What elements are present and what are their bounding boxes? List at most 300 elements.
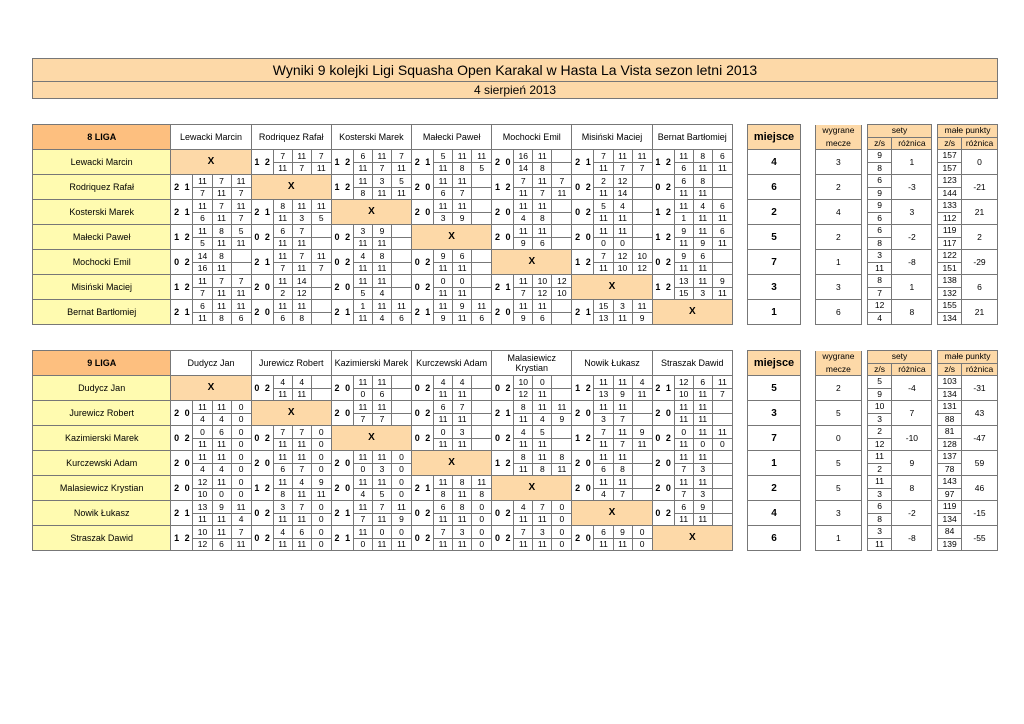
game-score-opponent: 11 xyxy=(514,513,533,526)
game-score-opponent: 11 xyxy=(533,438,552,451)
game-score-own: 11 xyxy=(311,250,331,263)
game-score-opponent: 11 xyxy=(693,212,712,225)
game-score-own: 9 xyxy=(674,250,693,263)
game-score-own xyxy=(552,426,572,439)
sets-lost: 2 xyxy=(423,250,434,275)
points-lost-total: 97 xyxy=(938,488,962,501)
self-match-cell: X xyxy=(171,150,251,175)
game-score-opponent: 8 xyxy=(533,162,552,175)
sets-lost: 2 xyxy=(342,150,353,175)
game-score-opponent: 7 xyxy=(613,488,632,501)
sets-won: 2 xyxy=(331,401,342,426)
game-score-own: 7 xyxy=(292,426,311,439)
sets-lost: 2 xyxy=(182,275,193,300)
game-score-opponent: 7 xyxy=(231,187,251,200)
game-score-own: 9 xyxy=(453,300,472,313)
game-score-opponent: 7 xyxy=(292,463,311,476)
sets-lost: 2 xyxy=(503,501,514,526)
sets-won: 2 xyxy=(572,225,583,250)
game-score-opponent: 0 xyxy=(231,463,251,476)
points-won-total: 84 xyxy=(938,526,962,539)
points-lost-total: 151 xyxy=(938,262,962,275)
game-score-own: 6 xyxy=(292,526,311,539)
sets-diff-value: -8 xyxy=(892,250,932,275)
points-lost-total: 88 xyxy=(938,413,962,426)
game-score-own: 0 xyxy=(231,426,251,439)
game-score-opponent: 11 xyxy=(514,538,533,551)
game-score-opponent: 0 xyxy=(632,538,652,551)
sets-lost-total: 8 xyxy=(867,513,892,526)
sets-won: 0 xyxy=(251,225,262,250)
game-score-opponent: 5 xyxy=(472,162,492,175)
sets-won: 2 xyxy=(412,476,423,501)
game-score-opponent: 11 xyxy=(434,538,453,551)
sets-lost: 1 xyxy=(262,250,273,275)
self-match-cell: X xyxy=(331,426,411,451)
sets-lost: 2 xyxy=(342,225,353,250)
game-score-own: 11 xyxy=(193,451,212,464)
game-score-own: 0 xyxy=(372,526,391,539)
game-score-own: 7 xyxy=(311,150,331,163)
sets-lost: 2 xyxy=(182,526,193,551)
game-score-own: 11 xyxy=(693,225,712,238)
game-score-opponent: 9 xyxy=(552,413,572,426)
game-score-own: 11 xyxy=(353,175,372,188)
game-score-own: 11 xyxy=(273,451,292,464)
game-score-own: 12 xyxy=(613,175,632,188)
game-score-own: 7 xyxy=(292,250,311,263)
sets-won: 2 xyxy=(331,476,342,501)
sets-won-total: 2 xyxy=(867,426,892,439)
sets-lost-total: 9 xyxy=(867,187,892,200)
sets-won: 0 xyxy=(492,501,503,526)
game-score-own xyxy=(632,401,652,414)
row-player-name: Bernat Bartłomiej xyxy=(33,300,171,325)
self-match-cell: X xyxy=(251,401,331,426)
points-diff-value: -29 xyxy=(962,250,998,275)
sets-won: 2 xyxy=(331,300,342,325)
game-score-opponent: 0 xyxy=(472,538,492,551)
game-score-opponent: 7 xyxy=(712,388,732,401)
sets-lost: 2 xyxy=(262,526,273,551)
game-score-own: 7 xyxy=(594,250,613,263)
game-score-own: 0 xyxy=(311,501,331,514)
sets-lost: 0 xyxy=(342,476,353,501)
game-score-own: 11 xyxy=(613,476,632,489)
place-table xyxy=(747,350,801,551)
game-score-own: 4 xyxy=(273,526,292,539)
game-score-own: 5 xyxy=(391,175,411,188)
game-score-opponent: 8 xyxy=(533,463,552,476)
game-score-opponent: 11 xyxy=(273,438,292,451)
game-score-opponent: 4 xyxy=(193,463,212,476)
game-score-opponent: 8 xyxy=(472,488,492,501)
game-score-own: 0 xyxy=(674,426,693,439)
points-lost-total: 78 xyxy=(938,463,962,476)
game-score-opponent: 0 xyxy=(231,488,251,501)
game-score-opponent: 6 xyxy=(533,312,552,325)
game-score-own: 0 xyxy=(391,526,411,539)
sets-lost: 2 xyxy=(503,175,514,200)
column-player-name: Lewacki Marcin xyxy=(171,125,251,150)
sets-lost: 2 xyxy=(583,426,594,451)
game-score-opponent: 9 xyxy=(453,212,472,225)
game-score-opponent: 11 xyxy=(434,438,453,451)
points-won-total: 133 xyxy=(938,200,962,213)
game-score-own: 0 xyxy=(472,526,492,539)
game-score-own: 0 xyxy=(193,426,212,439)
game-score-opponent: 6 xyxy=(472,312,492,325)
row-player-name: Kazimierski Marek xyxy=(33,426,171,451)
game-score-opponent: 7 xyxy=(193,287,212,300)
game-score-opponent: 6 xyxy=(391,312,411,325)
sets-won: 2 xyxy=(492,275,503,300)
row-player-name: Misiński Maciej xyxy=(33,275,171,300)
game-score-own: 11 xyxy=(273,476,292,489)
sets-lost: 0 xyxy=(583,451,594,476)
row-player-name: Rodriquez Rafał xyxy=(33,175,171,200)
sets-lost: 0 xyxy=(262,451,273,476)
sets-won: 0 xyxy=(331,225,342,250)
game-score-opponent: 11 xyxy=(594,438,613,451)
sets-zs-header: z/s xyxy=(867,137,892,150)
column-player-name: Małecki Paweł xyxy=(412,125,492,150)
sets-won-total: 12 xyxy=(867,300,892,313)
self-match-cell: X xyxy=(492,476,572,501)
points-header: małe punkty xyxy=(938,125,998,138)
game-score-own: 11 xyxy=(193,200,212,213)
game-score-own: 0 xyxy=(632,526,652,539)
game-score-opponent: 0 xyxy=(231,438,251,451)
sets-lost: 0 xyxy=(182,476,193,501)
league-table xyxy=(32,350,733,551)
sets-header: sety xyxy=(867,125,932,138)
game-score-opponent: 3 xyxy=(693,287,712,300)
points-diff-header: różnica xyxy=(962,137,998,150)
game-score-own: 4 xyxy=(453,376,472,389)
game-score-own: 11 xyxy=(472,150,492,163)
game-score-opponent: 7 xyxy=(311,262,331,275)
game-score-own: 11 xyxy=(533,225,552,238)
game-score-own: 11 xyxy=(372,300,391,313)
game-score-opponent: 7 xyxy=(632,162,652,175)
game-score-opponent: 7 xyxy=(353,413,372,426)
sets-lost-total: 4 xyxy=(867,312,892,325)
game-score-opponent: 11 xyxy=(212,287,231,300)
place-value: 7 xyxy=(748,250,801,275)
game-score-opponent xyxy=(712,187,732,200)
game-score-opponent: 11 xyxy=(514,187,533,200)
game-score-own: 13 xyxy=(674,275,693,288)
game-score-own xyxy=(632,200,652,213)
sets-won-total: 3 xyxy=(867,526,892,539)
column-player-name: Rodriquez Rafał xyxy=(251,125,331,150)
sets-diff-value: 9 xyxy=(892,451,932,476)
sets-won: 2 xyxy=(652,401,663,426)
game-score-own: 11 xyxy=(674,476,693,489)
game-score-own: 11 xyxy=(533,451,552,464)
game-score-opponent: 4 xyxy=(353,488,372,501)
game-score-own: 0 xyxy=(391,451,411,464)
table-row xyxy=(33,200,733,213)
game-score-opponent: 0 xyxy=(391,463,411,476)
points-won-total: 137 xyxy=(938,451,962,464)
sets-lost: 2 xyxy=(423,275,434,300)
game-score-own: 9 xyxy=(712,275,732,288)
game-score-own: 11 xyxy=(533,200,552,213)
game-score-own: 11 xyxy=(434,200,453,213)
game-score-opponent: 11 xyxy=(453,287,472,300)
game-score-own: 11 xyxy=(212,451,231,464)
game-score-opponent: 4 xyxy=(212,463,231,476)
game-score-own: 11 xyxy=(712,426,732,439)
game-score-own: 9 xyxy=(693,501,712,514)
game-score-opponent: 11 xyxy=(372,187,391,200)
game-score-opponent: 11 xyxy=(533,513,552,526)
sets-won: 1 xyxy=(492,451,503,476)
row-player-name: Dudycz Jan xyxy=(33,376,171,401)
sets-won: 2 xyxy=(572,451,583,476)
sets-won: 0 xyxy=(652,250,663,275)
page-title: Wyniki 9 kolejki Ligi Squasha Open Karakal w Hasta La Vista sezon letni 2013 xyxy=(32,58,998,82)
sets-header: sety xyxy=(867,351,932,364)
game-score-own xyxy=(472,175,492,188)
game-score-opponent: 11 xyxy=(552,463,572,476)
game-score-own: 8 xyxy=(273,200,292,213)
sets-won: 1 xyxy=(331,150,342,175)
game-score-own: 8 xyxy=(693,150,712,163)
game-score-own: 11 xyxy=(514,200,533,213)
game-score-opponent: 11 xyxy=(212,438,231,451)
sets-lost: 2 xyxy=(663,150,674,175)
game-score-opponent: 6 xyxy=(674,162,693,175)
sets-lost: 1 xyxy=(423,300,434,325)
game-score-opponent: 4 xyxy=(193,413,212,426)
points-won-total: 155 xyxy=(938,300,962,313)
game-score-opponent: 11 xyxy=(353,262,372,275)
game-score-opponent: 11 xyxy=(693,388,712,401)
game-score-opponent: 11 xyxy=(453,538,472,551)
sets-won: 0 xyxy=(492,376,503,401)
points-diff-header: różnica xyxy=(962,363,998,376)
place-value: 5 xyxy=(748,225,801,250)
game-score-opponent: 11 xyxy=(674,513,693,526)
sets-lost: 0 xyxy=(583,225,594,250)
game-score-own: 11 xyxy=(594,476,613,489)
game-score-own: 11 xyxy=(292,300,311,313)
sets-lost: 2 xyxy=(583,200,594,225)
game-score-own: 11 xyxy=(292,451,311,464)
game-score-own: 11 xyxy=(193,401,212,414)
place-table xyxy=(747,124,801,325)
game-score-own: 9 xyxy=(632,426,652,439)
game-score-own: 11 xyxy=(514,225,533,238)
game-score-opponent: 11 xyxy=(273,237,292,250)
points-diff-value: 0 xyxy=(962,150,998,175)
game-score-own: 0 xyxy=(472,501,492,514)
game-score-own: 6 xyxy=(193,300,212,313)
row-player-name: Straszak Dawid xyxy=(33,526,171,551)
sets-diff-value: -10 xyxy=(892,426,932,451)
game-score-own: 4 xyxy=(693,200,712,213)
game-score-opponent: 7 xyxy=(372,162,391,175)
sets-lost: 2 xyxy=(423,526,434,551)
sets-lost: 2 xyxy=(342,250,353,275)
points-won-total: 119 xyxy=(938,225,962,238)
game-score-opponent: 5 xyxy=(353,287,372,300)
game-score-own: 11 xyxy=(372,401,391,414)
game-score-opponent: 11 xyxy=(434,262,453,275)
sets-lost: 2 xyxy=(663,175,674,200)
sets-won: 1 xyxy=(251,150,262,175)
sets-won: 0 xyxy=(412,526,423,551)
game-score-own: 7 xyxy=(552,175,572,188)
game-score-own: 11 xyxy=(693,401,712,414)
game-score-opponent: 11 xyxy=(712,287,732,300)
sets-lost: 2 xyxy=(423,376,434,401)
points-diff-value: -21 xyxy=(962,175,998,200)
game-score-opponent xyxy=(632,413,652,426)
table-row xyxy=(33,376,733,389)
game-score-own: 0 xyxy=(231,476,251,489)
game-score-own: 11 xyxy=(712,376,732,389)
game-score-opponent: 2 xyxy=(273,287,292,300)
points-diff-value: -31 xyxy=(962,376,998,401)
game-score-opponent: 7 xyxy=(674,488,693,501)
game-score-own: 11 xyxy=(212,476,231,489)
sets-won: 2 xyxy=(572,150,583,175)
game-score-own: 11 xyxy=(353,376,372,389)
game-score-own xyxy=(391,376,411,389)
table-row xyxy=(33,451,733,464)
wins-value: 3 xyxy=(816,501,862,526)
points-diff-value: 21 xyxy=(962,200,998,225)
game-score-opponent: 11 xyxy=(311,488,331,501)
game-score-opponent: 11 xyxy=(693,162,712,175)
sets-won-total: 6 xyxy=(867,175,892,188)
game-score-own: 8 xyxy=(693,175,712,188)
row-player-name: Małecki Paweł xyxy=(33,225,171,250)
game-score-own: 16 xyxy=(514,150,533,163)
game-score-opponent: 11 xyxy=(353,237,372,250)
game-score-opponent xyxy=(552,388,572,401)
sets-won: 0 xyxy=(251,426,262,451)
game-score-opponent xyxy=(311,388,331,401)
place-header: miejsce xyxy=(748,125,801,150)
game-score-opponent xyxy=(391,237,411,250)
sets-won: 2 xyxy=(331,451,342,476)
sets-won: 2 xyxy=(251,200,262,225)
game-score-own: 14 xyxy=(193,250,212,263)
game-score-opponent: 11 xyxy=(514,463,533,476)
self-match-cell: X xyxy=(251,175,331,200)
game-score-opponent: 11 xyxy=(674,237,693,250)
game-score-own: 7 xyxy=(212,200,231,213)
self-match-cell: X xyxy=(572,275,652,300)
game-score-opponent xyxy=(472,438,492,451)
game-score-opponent: 7 xyxy=(613,438,632,451)
game-score-opponent: 6 xyxy=(533,237,552,250)
game-score-own: 8 xyxy=(514,401,533,414)
sets-diff-value: 3 xyxy=(892,200,932,225)
game-score-own: 8 xyxy=(372,250,391,263)
sets-won: 0 xyxy=(251,526,262,551)
game-score-own: 7 xyxy=(594,426,613,439)
sets-won-total: 3 xyxy=(867,250,892,263)
game-score-opponent: 12 xyxy=(632,262,652,275)
game-score-opponent xyxy=(712,463,732,476)
sets-diff-value: 8 xyxy=(892,476,932,501)
game-score-opponent: 7 xyxy=(353,513,372,526)
game-score-opponent: 8 xyxy=(434,488,453,501)
game-score-opponent: 6 xyxy=(193,212,212,225)
game-score-own: 12 xyxy=(193,476,212,489)
game-score-own: 11 xyxy=(613,376,632,389)
game-score-opponent: 11 xyxy=(292,513,311,526)
points-diff-value: 43 xyxy=(962,401,998,426)
game-score-own xyxy=(311,275,331,288)
game-score-own: 3 xyxy=(613,300,632,313)
sets-diff-value: -8 xyxy=(892,526,932,551)
wins-header: wygrane xyxy=(816,125,862,138)
sets-lost: 2 xyxy=(503,526,514,551)
sets-lost: 1 xyxy=(182,175,193,200)
game-score-opponent: 11 xyxy=(693,413,712,426)
game-score-own: 12 xyxy=(674,376,693,389)
league-name: 8 LIGA xyxy=(33,125,171,150)
sets-diff-value: 1 xyxy=(892,150,932,175)
game-score-own: 8 xyxy=(453,501,472,514)
game-score-opponent: 11 xyxy=(514,413,533,426)
sets-diff-value: -4 xyxy=(892,376,932,401)
sets-won: 1 xyxy=(572,426,583,451)
points-diff-value: 6 xyxy=(962,275,998,300)
game-score-own: 11 xyxy=(372,476,391,489)
points-lost-total: 112 xyxy=(938,212,962,225)
game-score-own: 5 xyxy=(533,426,552,439)
game-score-opponent: 11 xyxy=(372,237,391,250)
sets-won: 2 xyxy=(572,300,583,325)
points-diff-value: 2 xyxy=(962,225,998,250)
game-score-opponent: 11 xyxy=(552,187,572,200)
column-player-name: Mochocki Emil xyxy=(492,125,572,150)
game-score-own xyxy=(712,250,732,263)
wins-value: 1 xyxy=(816,250,862,275)
game-score-opponent xyxy=(231,262,251,275)
game-score-own: 4 xyxy=(613,200,632,213)
game-score-own: 7 xyxy=(453,401,472,414)
sets-won: 1 xyxy=(171,526,182,551)
game-score-own: 9 xyxy=(613,526,632,539)
table-row xyxy=(33,526,733,539)
sets-won: 2 xyxy=(171,200,182,225)
game-score-own xyxy=(391,401,411,414)
game-score-opponent: 11 xyxy=(273,162,292,175)
points-diff-value: 46 xyxy=(962,476,998,501)
game-score-opponent: 6 xyxy=(273,463,292,476)
game-score-own: 11 xyxy=(353,526,372,539)
game-score-opponent xyxy=(712,413,732,426)
column-player-name: Kosterski Marek xyxy=(331,125,411,150)
game-score-own xyxy=(472,426,492,439)
game-score-opponent: 7 xyxy=(193,187,212,200)
game-score-opponent xyxy=(472,262,492,275)
place-value: 5 xyxy=(748,376,801,401)
game-score-opponent xyxy=(391,262,411,275)
sets-diff-value: 8 xyxy=(892,300,932,325)
game-score-opponent: 11 xyxy=(273,538,292,551)
game-score-opponent: 8 xyxy=(273,488,292,501)
